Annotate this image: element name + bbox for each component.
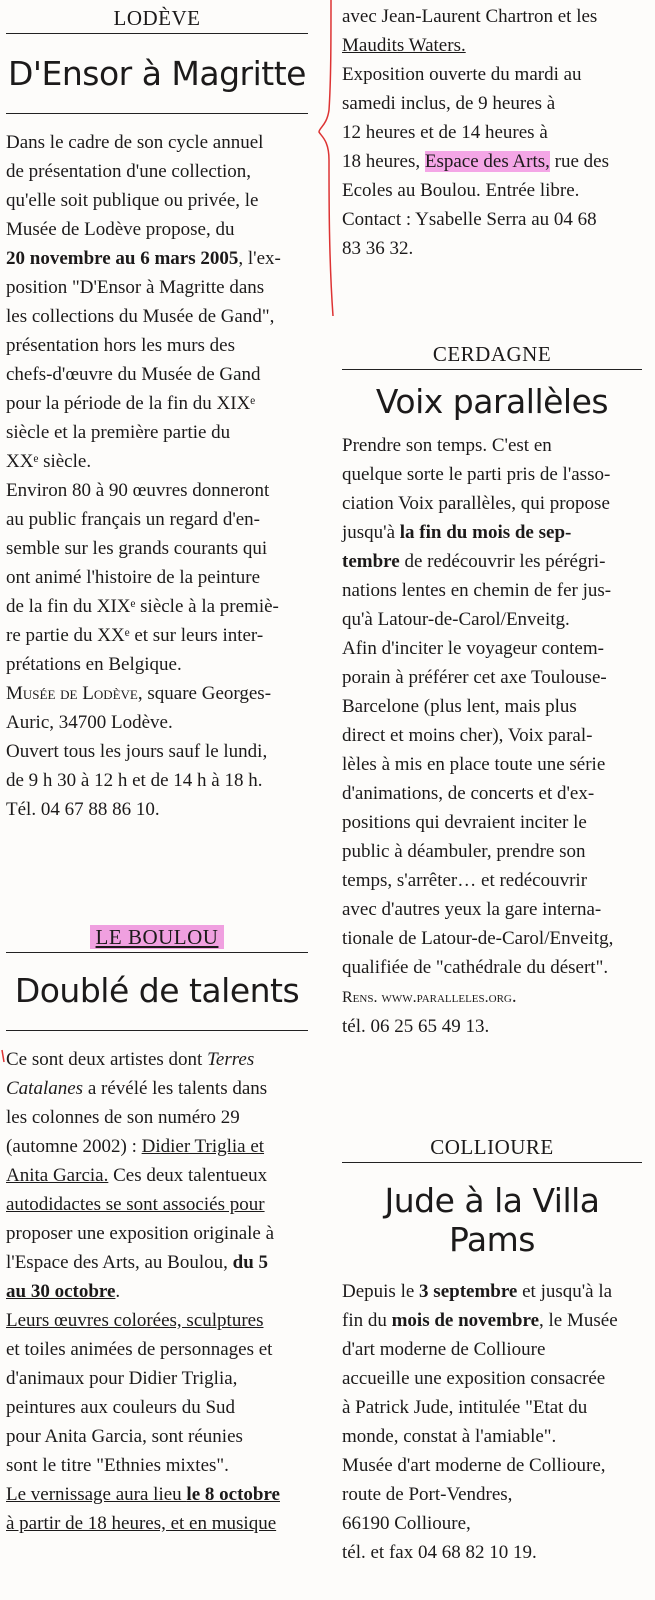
text-fragment: jusqu'à [342,522,400,543]
text-line: Auric, 34700 Lodève. [6,712,173,733]
text-line: public à déambuler, prendre son [342,841,586,862]
underlined-text: Anita Garcia. [6,1165,109,1186]
text-line: Dans le cadre de son cycle annuel [6,132,264,153]
text-line: re partie du XXᵉ et sur leurs inter- [6,625,264,646]
text-fragment: , l'ex- [238,248,281,269]
text-line: avec Jean-Laurent Chartron et les [342,6,598,27]
text-line: nations lentes en chemin de fer jus- [342,580,612,601]
text-line: d'animations, de concerts et d'ex- [342,783,595,804]
text-line: de 9 h 30 à 12 h et de 14 h à 18 h. [6,770,263,791]
headline-lodeve: D'Ensor à Magritte [6,54,308,114]
headline-cerdagne: Voix parallèles [375,382,609,421]
date-text: 3 septembre [419,1281,518,1302]
text-line: positions qui devraient inciter le [342,812,587,833]
text-line [342,982,642,1012]
paragraph-boulou-intro [6,1045,308,1306]
text-line: route de Port-Vendres, [342,1484,513,1505]
text-fragment: a révélé les talents dans [83,1078,268,1099]
text-fragment: . [511,986,517,1007]
article-collioure [342,1135,642,1567]
text-fragment: Ces deux talentueux [108,1165,268,1186]
text-fragment: et jusqu'à la [517,1281,613,1302]
paragraph-collioure-address [342,1451,642,1567]
text-line: monde, constat à l'amiable". [342,1426,557,1447]
text-line [342,518,642,547]
article-le-boulou-continued [342,2,642,263]
text-line: et toiles animées de personnages et [6,1339,273,1360]
text-line: qu'à Latour-de-Carol/Enveitg. [342,609,570,630]
text-line [6,1132,308,1161]
date-text: mois de novembre [391,1310,540,1331]
paragraph-lodeve-intro [6,128,308,476]
article-le-boulou [6,925,308,1538]
region-heading-collioure: COLLIOURE [342,1135,642,1163]
text-line: les colonnes de son numéro 29 [6,1107,240,1128]
text-line: peintures aux couleurs du Sud [6,1397,236,1418]
text-line: à Patrick Jude, intitulée "Etat du [342,1397,588,1418]
article-lodeve [6,6,308,824]
date-range-lodeve: 20 novembre au 6 mars 2005 [6,248,239,269]
text-line: Exposition ouverte du mardi au [342,64,582,85]
text-line: autodidactes se sont associés pour [6,1194,265,1215]
text-line: direct et moins cher), Voix paral- [342,725,593,746]
text-line [6,1480,308,1509]
text-line: Ouvert tous les jours sauf le lundi, [6,741,268,762]
text-line: 66190 Collioure, [342,1513,471,1534]
text-line [342,1306,642,1335]
text-line: sont le titre "Ethnies mixtes". [6,1455,229,1476]
text-line: d'animaux pour Didier Triglia, [6,1368,238,1389]
text-line: Musée de Lodève propose, du [6,219,235,240]
article-cerdagne [342,342,642,1041]
text-fragment: de redécouvrir les pérégri- [399,551,606,572]
text-fragment: , square Georges- [137,683,272,704]
text-line [6,1248,308,1277]
region-heading-lodeve: LODÈVE [6,6,308,34]
text-line: Contact : Ysabelle Serra au 04 68 [342,209,597,230]
text-line: ciation Voix parallèles, qui propose [342,493,610,514]
paragraph-cerdagne-details [342,634,642,1041]
text-line: au public français un regard d'en- [6,509,261,530]
text-line: Ecoles au Boulou. Entrée libre. [342,180,580,201]
underlined-text: Didier Triglia et [141,1136,265,1157]
text-line: Afin d'inciter le voyageur contem- [342,638,604,659]
magazine-title-part: Catalanes [6,1078,84,1099]
text-fragment: Ce sont deux artistes dont [6,1049,203,1070]
text-line: tél. 06 25 65 49 13. [342,1016,490,1037]
text-line: qualifiée de "cathédrale du désert". [342,957,609,978]
date-text: tembre [342,551,400,572]
text-fragment: . [115,1281,121,1302]
text-line: ont animé l'histoire de la peinture [6,567,261,588]
text-line: position "D'Ensor à Magritte dans [6,277,265,298]
text-line: semble sur les grands courants qui [6,538,268,559]
text-line [342,1277,642,1306]
website-reference: Rens. www.paralleles.org [342,989,512,1006]
text-fragment: , le Musée [539,1310,618,1331]
paragraph-lodeve-venue [6,679,308,824]
text-line: chefs-d'œuvre du Musée de Gand [6,364,261,385]
text-line: avec d'autres yeux la gare interna- [342,899,602,920]
text-line: présentation hors les murs des [6,335,236,356]
headline-collioure: Jude à la Villa Pams [384,1181,600,1259]
highlighted-region-label: LE BOULOU [90,925,225,949]
text-line: quelque sorte le parti pris de l'asso- [342,464,611,485]
date-text: au 30 octobre [6,1281,116,1302]
venue-name-lodeve: Musée de Lodève [6,683,138,704]
text-fragment: Depuis le [342,1281,420,1302]
text-line: Barcelone (plus lent, mais plus [342,696,577,717]
text-line: prétations en Belgique. [6,654,182,675]
text-line: tél. et fax 04 68 82 10 19. [342,1542,537,1563]
text-line: Musée d'art moderne de Collioure, [342,1455,606,1476]
text-line: samedi inclus, de 9 heures à [342,93,556,114]
text-fragment: 18 heures, [342,151,425,172]
text-line: de la fin du XIXᵉ siècle à la premiè- [6,596,279,617]
text-line [6,244,308,273]
text-line: Tél. 04 67 88 86 10. [6,799,160,820]
text-fragment: l'Espace des Arts, au Boulou, [6,1252,233,1273]
text-line: 12 heures et de 14 heures à [342,122,548,143]
text-fragment: fin du [342,1310,392,1331]
paragraph-boulou-works [6,1306,308,1538]
text-line [342,547,642,576]
text-line: XXᵉ siècle. [6,451,92,472]
date-text: le 8 octobre [186,1484,280,1505]
region-heading-le-boulou [6,925,308,953]
text-line: Prendre son temps. C'est en [342,435,552,456]
margin-bracket-mark [317,0,337,318]
text-fragment: (automne 2002) : [6,1136,142,1157]
text-line: d'art moderne de Collioure [342,1339,546,1360]
text-line: Leurs œuvres colorées, sculptures [6,1310,264,1331]
text-line: 83 36 32. [342,238,414,259]
text-line: accueille une exposition consacrée [342,1368,606,1389]
text-line [6,1277,308,1306]
text-line: Maudits Waters. [342,35,466,56]
region-heading-cerdagne: CERDAGNE [342,342,642,370]
text-fragment: rue des [549,151,609,172]
text-line: pour Anita Garcia, sont réunies [6,1426,243,1447]
text-line [6,1074,308,1103]
text-line: les collections du Musée de Gand", [6,306,275,327]
highlighted-venue: Espace des Arts, [424,151,550,172]
paragraph-lodeve-works [6,476,308,679]
text-line: Environ 80 à 90 œuvres donneront [6,480,270,501]
text-line: temps, s'arrêter… et redécouvrir [342,870,588,891]
text-line: à partir de 18 heures, et en musique [6,1513,277,1534]
text-line: lèles à mis en place toute une série [342,754,606,775]
text-line: siècle et la première partie du [6,422,231,443]
magazine-title-part: Terres [207,1049,255,1070]
text-line: tionale de Latour-de-Carol/Enveitg, [342,928,614,949]
text-line: qu'elle soit publique ou privée, le [6,190,259,211]
date-text: du 5 [232,1252,269,1273]
paragraph-boulou-continued [342,2,642,263]
text-line: de présentation d'une collection, [6,161,252,182]
text-line [6,1045,308,1074]
text-line [6,679,308,708]
text-line [342,147,642,176]
date-text: la fin du mois de sep- [399,522,572,543]
text-line [6,1161,308,1190]
paragraph-cerdagne-intro [342,431,642,634]
text-line: porain à préférer cet axe Toulouse- [342,667,607,688]
text-fragment: Le vernissage aura lieu [6,1484,187,1505]
paragraph-collioure-intro [342,1277,642,1451]
text-line: pour la période de la fin du XIXᵉ [6,393,256,414]
text-line: proposer une exposition originale à [6,1223,275,1244]
headline-le-boulou: Doublé de talents [6,971,308,1031]
